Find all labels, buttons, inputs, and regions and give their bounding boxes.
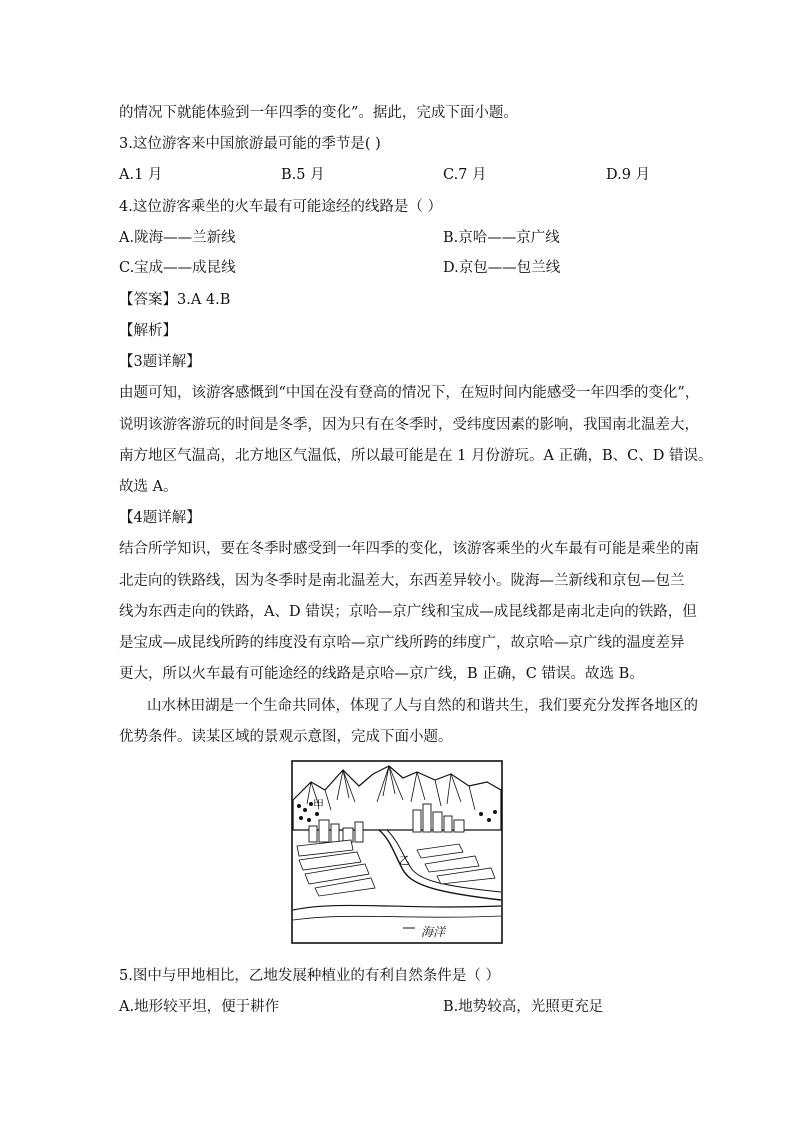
question-4: 4.这位游客乘坐的火车最有可能途经的线路是（ ） xyxy=(119,199,442,215)
q3-option-d: D.9 月 xyxy=(606,167,651,183)
q3-option-b: B.5 月 xyxy=(281,167,325,183)
q3-detail-heading: 【3题详解】 xyxy=(119,354,201,370)
label-sea: 海洋 xyxy=(421,925,446,939)
text-line: 由题可知，该游客感慨到“中国在没有登高的情况下，在短时间内能感受一年四季的变化”， xyxy=(119,385,700,401)
text-line: 更大，所以火车最有可能途经的线路是京哈—京广线，B 正确，C 错误。故选 B。 xyxy=(119,666,644,682)
text-line: 结合所学知识，要在冬季时感受到一年四季的变化，该游客乘坐的火车最有可能是乘坐的南 xyxy=(119,541,699,557)
text-line: 是宝成—成昆线所跨的纬度没有京哈—京广线所跨的纬度广，故京哈—京广线的温度差异 xyxy=(119,635,685,651)
text-line: 的情况下就能体验到一年四季的变化”。据此，完成下面小题。 xyxy=(119,105,518,121)
question-5: 5.图中与甲地相比，乙地发展种植业的有利自然条件是（ ） xyxy=(119,968,500,984)
answer-line: 【答案】3.A 4.B xyxy=(119,292,231,308)
text-line: 优势条件。读某区域的景观示意图，完成下面小题。 xyxy=(119,729,453,745)
q5-option-a: A.地形较平坦，便于耕作 xyxy=(119,999,280,1015)
q4-detail-heading: 【4题详解】 xyxy=(119,510,201,526)
text-line: 山水林田湖是一个生命共同体，体现了人与自然的和谐共生，我们要充分发挥各地区的 xyxy=(147,698,698,714)
q3-option-a: A.1 月 xyxy=(119,167,163,183)
text-line: 北走向的铁路线，因为冬季时是南北温差大，东西差异较小。陇海—兰新线和京包—包兰 xyxy=(119,573,685,589)
label-jia: 甲 xyxy=(313,798,324,811)
text-line: 南方地区气温高，北方地区气温低，所以最可能是在 1 月份游玩。A 正确，B、C、D 错误。 xyxy=(119,448,713,464)
q4-option-c: C.宝成——成昆线 xyxy=(119,260,236,276)
landscape-figure xyxy=(291,760,503,944)
analysis-heading: 【解析】 xyxy=(119,323,177,339)
text-line: 线为东西走向的铁路，A、D 错误；京哈—京广线和宝成—成昆线都是南北走向的铁路，但 xyxy=(119,604,697,620)
q5-option-b: B.地势较高，光照更充足 xyxy=(443,999,604,1015)
question-3: 3.这位游客来中国旅游最可能的季节是( ) xyxy=(119,136,381,152)
label-yi: 乙 xyxy=(399,854,410,867)
q4-option-d: D.京包——包兰线 xyxy=(443,260,561,276)
text-line: 说明该游客游玩的时间是冬季，因为只有在冬季时，受纬度因素的影响，我国南北温差大， xyxy=(119,417,699,433)
text-line: 故选 A。 xyxy=(119,479,178,495)
q4-option-b: B.京哈——京广线 xyxy=(443,230,560,246)
q4-option-a: A.陇海——兰新线 xyxy=(119,230,236,246)
q3-option-c: C.7 月 xyxy=(443,167,487,183)
